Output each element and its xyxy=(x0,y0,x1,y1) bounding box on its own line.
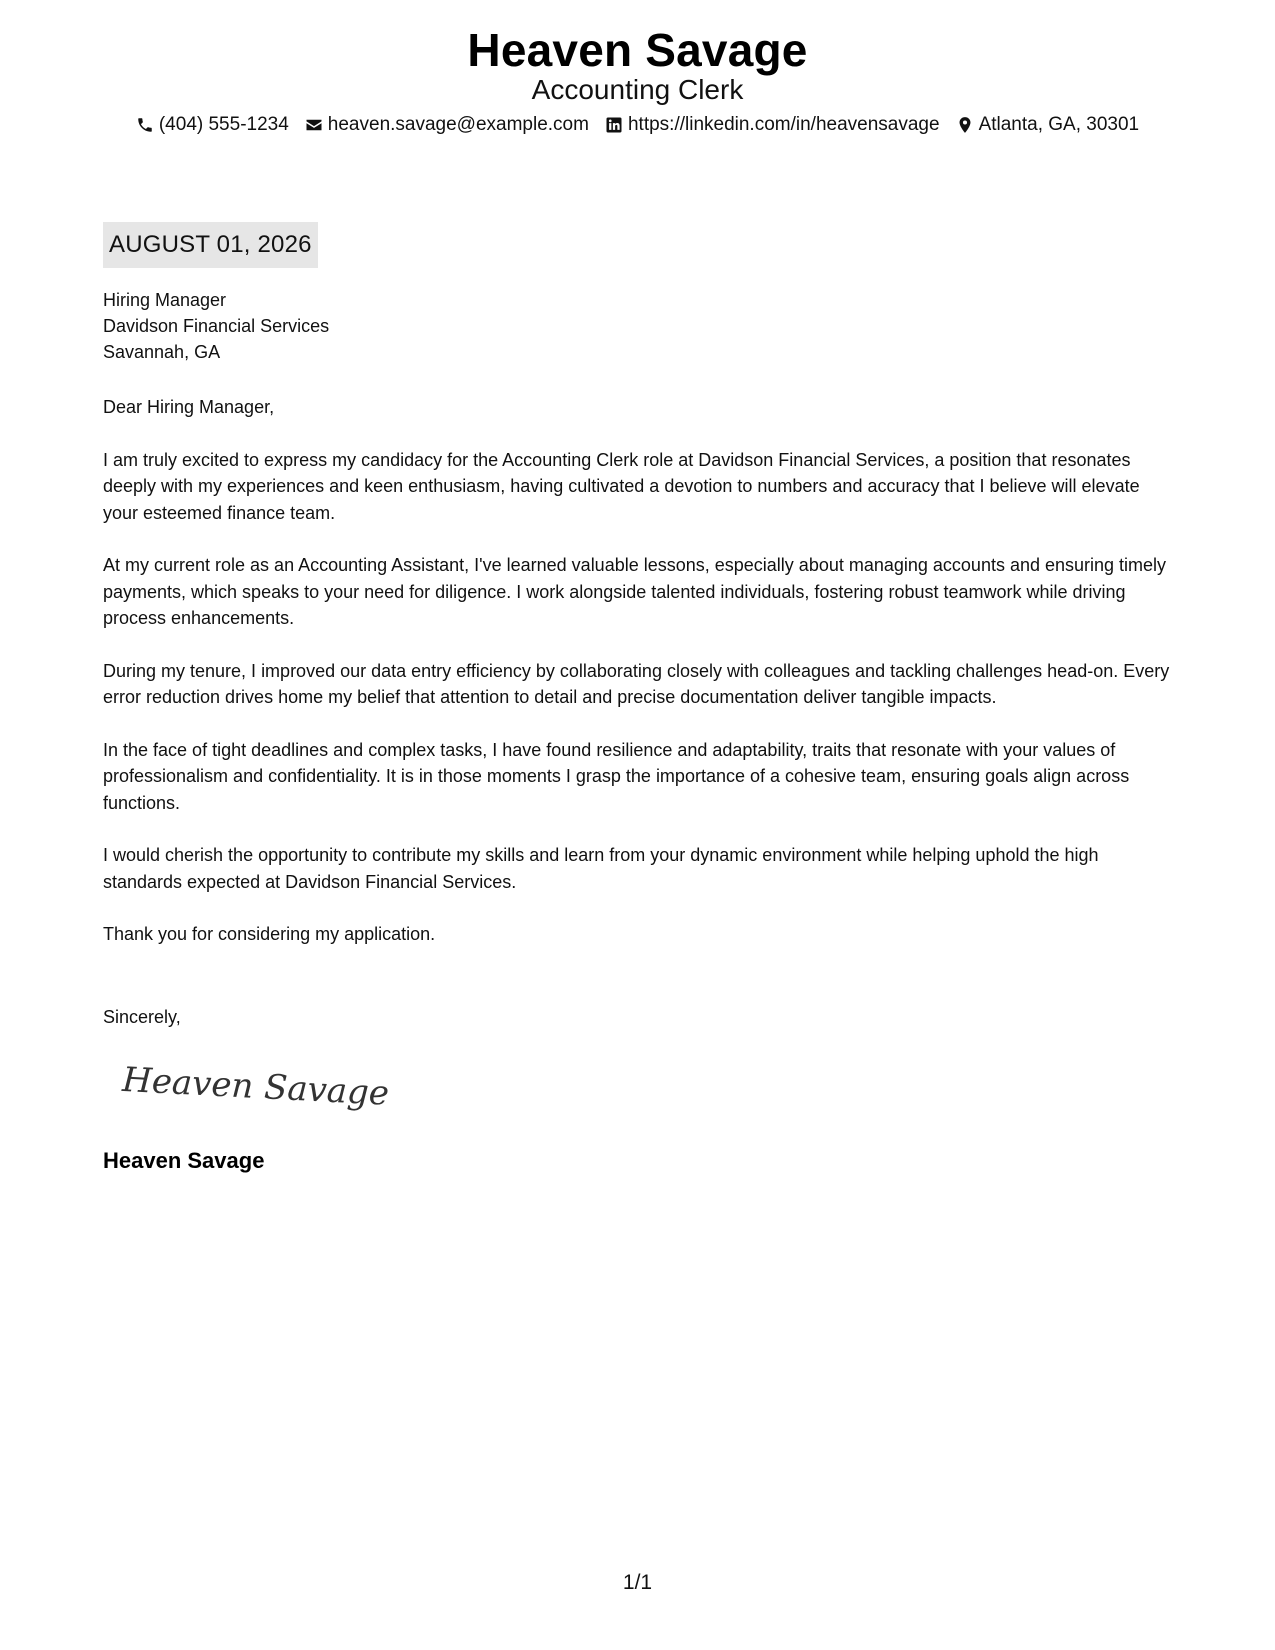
recipient-line: Davidson Financial Services xyxy=(103,316,330,336)
contact-linkedin[interactable] xyxy=(605,112,940,138)
letter-date: AUGUST 01, 2026 xyxy=(103,222,318,268)
phone-icon xyxy=(136,116,154,134)
body-paragraph: I would cherish the opportunity to contribute my skills and learn from your dynamic environment while helping uphold the high standards expected at Davidson Financial Services. xyxy=(103,845,1099,892)
body-paragraph: At my current role as an Accounting Assistant, I've learned valuable lessons, especially about managing accounts and ensuring timely payments, which speaks to your need for diligence. I work alongside talented individuals, fostering robust teamwork while driving process enhancements. xyxy=(103,555,1167,628)
envelope-icon xyxy=(305,116,323,134)
phone-text: (404) 555-1234 xyxy=(158,114,289,135)
body-paragraph: During my tenure, I improved our data entry efficiency by collaborating closely with colleagues and tackling challenges head-on. Every error reduction drives home my belief that attention to detail and precise documentation deliver tangible impacts. xyxy=(103,660,1170,707)
contact-phone[interactable] xyxy=(136,112,289,138)
body-paragraph: I am truly excited to express my candidacy for the Accounting Clerk role at Davidson Financial Services, a position that resonates deeply with my experiences and keen enthusiasm, having cultivated a devotion to numbers and accuracy that I believe will elevate your esteemed finance team. xyxy=(103,449,1140,523)
closing: Sincerely, xyxy=(103,1007,181,1027)
location-text: Atlanta, GA, 30301 xyxy=(978,114,1140,135)
contact-location xyxy=(956,112,1140,138)
recipient-line: Savannah, GA xyxy=(103,342,221,362)
applicant-name: Heaven Savage xyxy=(467,24,808,76)
body-paragraph: In the face of tight deadlines and complex tasks, I have found resilience and adaptability, traits that resonate with your values of professionalism and confidentiality. It is in those moments I grasp the importance of a cohesive team, ensuring goals align across functions. xyxy=(103,739,1130,813)
applicant-title: Accounting Clerk xyxy=(531,74,744,105)
letter-body xyxy=(103,394,1178,974)
signer-name: Heaven Savage xyxy=(103,1148,265,1173)
page-indicator: 1/1 xyxy=(622,1571,653,1594)
svg-text:Heaven Savage: Heaven Savage xyxy=(121,1059,390,1114)
recipient-line: Hiring Manager xyxy=(103,290,227,310)
linkedin-icon xyxy=(605,116,623,134)
map-pin-icon xyxy=(956,116,974,134)
recipient-block xyxy=(103,287,329,365)
body-paragraph: Thank you for considering my application. xyxy=(103,924,436,944)
salutation: Dear Hiring Manager, xyxy=(103,397,275,417)
contact-bar xyxy=(0,112,1275,138)
email-text: heaven.savage@example.com xyxy=(327,114,589,135)
contact-email[interactable] xyxy=(305,112,589,138)
linkedin-text: https://linkedin.com/in/heavensavage xyxy=(627,114,940,135)
signature-image xyxy=(120,1058,390,1118)
